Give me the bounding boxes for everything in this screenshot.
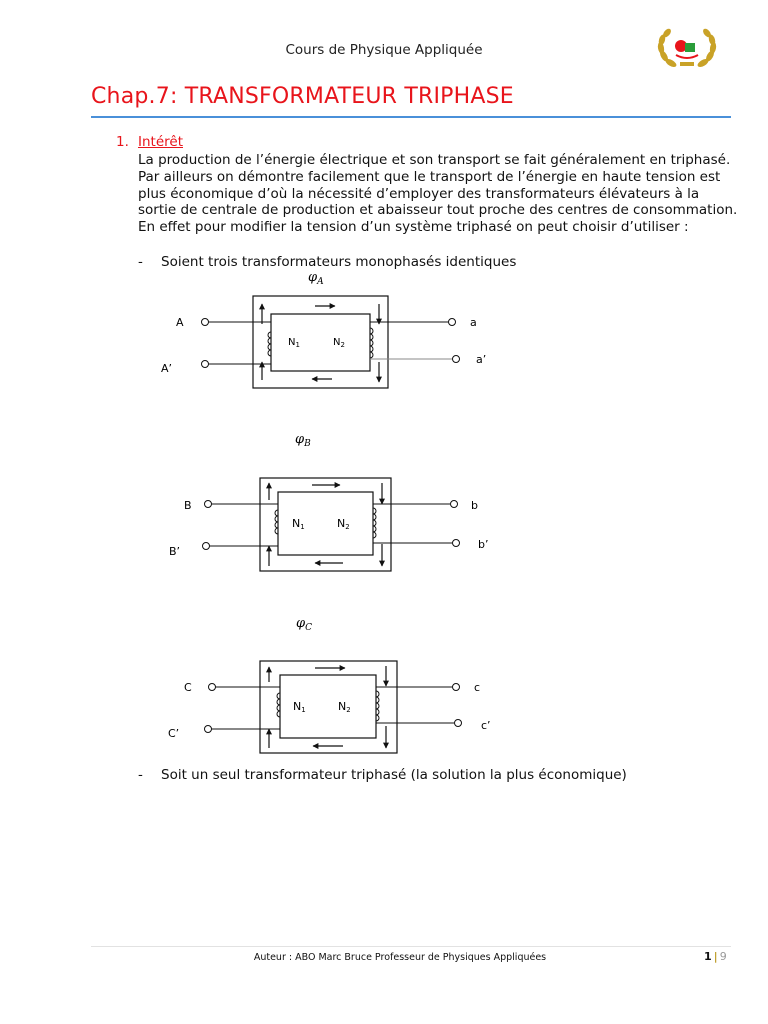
terminal-label: A: [176, 316, 184, 329]
page-separator: |: [713, 950, 718, 963]
bullet-dash: -: [138, 767, 143, 783]
laurel-logo-icon: [654, 26, 720, 74]
terminal-label: a: [470, 316, 477, 329]
winding-label-primary: N1: [292, 517, 305, 531]
terminal-label: c’: [481, 719, 491, 732]
core-outer: [253, 296, 388, 388]
terminal-label: b: [471, 499, 478, 512]
transformer-diagram-c: [155, 612, 515, 762]
bullet-dash: -: [138, 254, 143, 270]
section-number: 1.: [116, 134, 129, 150]
winding-label-primary: $N_1$: [288, 337, 300, 349]
transformer-diagram-a: [150, 266, 510, 396]
flux-label: $\varphi_B$: [295, 432, 311, 449]
terminal-label: C’: [168, 727, 180, 740]
footer-author: Auteur : ABO Marc Bruce Professeur de Physiques Appliquées: [253, 952, 547, 963]
intro-paragraph: La production de l’énergie électrique et son transport se fait généralement en triphasé. Par ailleurs on démontre facilement que le transport de l’énergie en haute tension est plus économique d’où la nécessité d’employer des transformateurs élévateurs à la sortie de centrale de production et abaisseur tout proche des centres de consommation. En effet pour modifier la tension d’un système triphasé on peut choisir d’utiliser :: [138, 152, 738, 236]
terminal-label: C: [184, 681, 192, 694]
footer-divider: [91, 946, 731, 947]
terminal-label: a’: [476, 353, 487, 366]
section-heading: [116, 134, 183, 150]
terminal-label: A’: [161, 362, 173, 375]
section-heading-text: Intérêt: [138, 134, 183, 150]
terminal-label: B’: [169, 545, 181, 558]
winding-label-secondary: N2: [337, 517, 350, 531]
bullet-text: Soient trois transformateurs monophasés identiques: [161, 254, 517, 270]
title-divider: [91, 116, 731, 118]
winding-label-primary: N1: [293, 700, 306, 714]
winding-label-secondary: $N_2$: [333, 337, 345, 349]
page-current: 1: [704, 950, 712, 963]
terminal-label: B: [184, 499, 192, 512]
header-title: Cours de Physique Appliquée: [285, 42, 483, 58]
bullet-item: [138, 767, 627, 783]
transformer-diagram-b: [155, 428, 515, 578]
flux-label: $\varphi_A$: [308, 270, 324, 287]
terminal-label: c: [474, 681, 481, 694]
core-window: [271, 314, 370, 371]
terminal-label: b’: [478, 538, 489, 551]
winding-label-secondary: N2: [338, 700, 351, 714]
page-number: [704, 950, 727, 963]
chapter-title: Chap.7: TRANSFORMATEUR TRIPHASE: [91, 84, 514, 109]
bullet-text: Soit un seul transformateur triphasé (la solution la plus économique): [161, 767, 627, 783]
flux-label: $\varphi_C$: [296, 616, 312, 633]
page-total: 9: [719, 950, 727, 963]
